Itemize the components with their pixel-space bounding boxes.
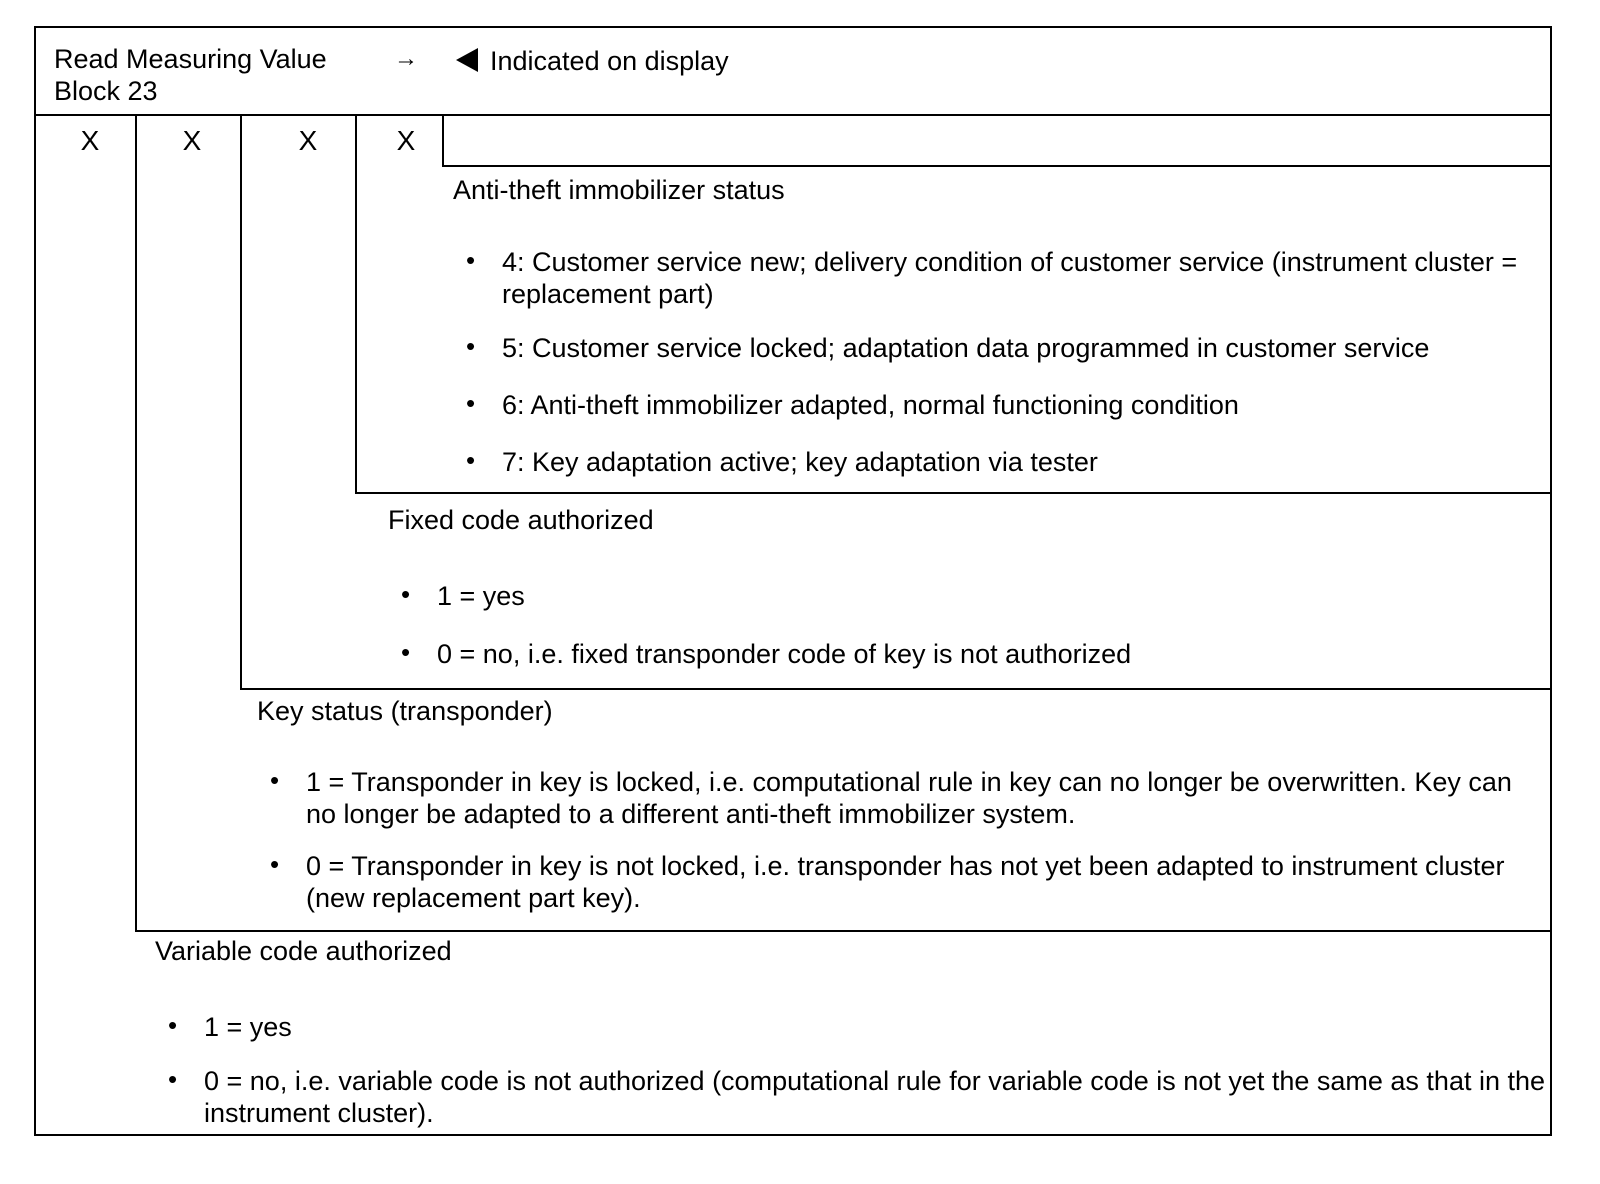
column-marker-2: X	[182, 125, 202, 156]
column-marker-1: X	[80, 125, 100, 156]
list-item: • 4: Customer service new; delivery condition of customer service (instrument cluster = replacement part)	[466, 246, 1546, 310]
bracket-horizontal-4	[442, 165, 1552, 167]
frame-right-border	[1550, 26, 1552, 1136]
frame-left-border	[34, 26, 36, 1136]
immobilizer-status-title: Anti-theft immobilizer status	[453, 175, 785, 205]
block-label-line2: Block 23	[54, 76, 158, 106]
list-item: • 1 = yes	[168, 1011, 1546, 1043]
list-item: • 1 = Transponder in key is locked, i.e. computational rule in key can no longer be overwritten. Key can no longer be adapted to a different anti-theft immobilizer system.	[270, 766, 1535, 830]
column-marker-4: X	[396, 125, 416, 156]
header-divider	[34, 114, 1552, 116]
variable-code-title: Variable code authorized	[155, 936, 452, 966]
frame-bottom-border	[34, 1134, 1552, 1136]
bracket-vertical-4	[442, 114, 444, 167]
list-item: • 1 = yes	[401, 580, 1541, 612]
left-triangle-icon	[456, 48, 478, 72]
list-item: • 7: Key adaptation active; key adaptation via tester	[466, 446, 1546, 478]
immobilizer-status-list	[466, 246, 1546, 478]
right-arrow-icon: →	[394, 45, 418, 72]
list-item: • 6: Anti-theft immobilizer adapted, normal functioning condition	[466, 389, 1546, 421]
frame-top-border	[34, 26, 1552, 28]
list-item: • 5: Customer service locked; adaptation data programmed in customer service	[466, 332, 1546, 364]
list-item: • 0 = no, i.e. variable code is not authorized (computational rule for variable code is not yet the same as that in the instrument cluster).	[168, 1065, 1546, 1129]
fixed-code-list	[401, 580, 1541, 670]
indicated-on-display-label: Indicated on display	[490, 46, 729, 76]
bracket-horizontal-3	[355, 492, 1552, 494]
list-item: • 0 = no, i.e. fixed transponder code of key is not authorized	[401, 638, 1541, 670]
variable-code-list	[168, 1011, 1546, 1129]
bracket-horizontal-2	[240, 688, 1552, 690]
bracket-vertical-1	[135, 114, 137, 932]
column-marker-3: X	[298, 125, 318, 156]
block-label-line1: Read Measuring Value	[54, 44, 327, 74]
bracket-vertical-3	[355, 114, 357, 494]
bracket-vertical-2	[240, 114, 242, 690]
bracket-horizontal-1	[135, 930, 1552, 932]
key-status-list	[270, 766, 1535, 914]
fixed-code-title: Fixed code authorized	[388, 505, 654, 535]
list-item: • 0 = Transponder in key is not locked, i.e. transponder has not yet been adapted to instrument cluster (new replacement part key).	[270, 850, 1535, 914]
key-status-title: Key status (transponder)	[257, 696, 553, 726]
